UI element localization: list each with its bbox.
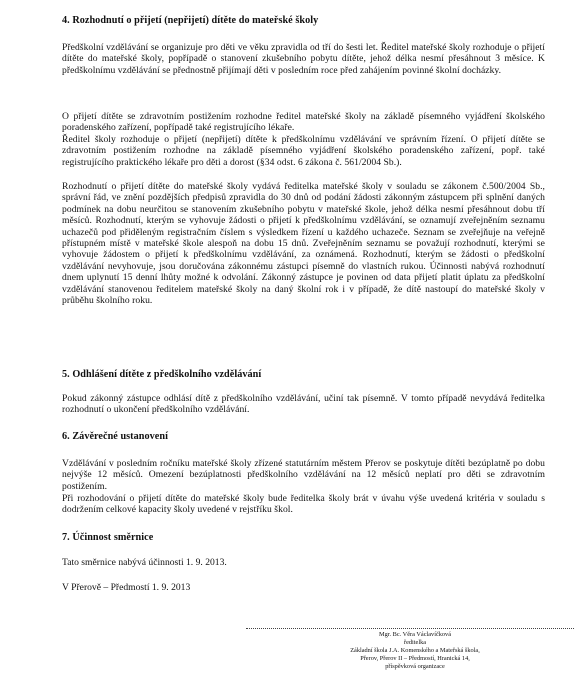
signature-block: [300, 631, 530, 671]
effective-date-text: Tato směrnice nabývá účinnosti 1. 9. 2013.: [62, 557, 227, 568]
section-4-paragraph-3: Ředitel školy rozhoduje o přijetí (nepřijetí) dítěte k předškolnímu vzdělávání ve správním řízení. O přijetí dítěte se zdravotním postižením rozhodne na základě písemného vyjádření školského poradenského zařízení, popř. také registrujícího praktického lékaře pro děti a dorost (§34 odst. 6 zákona č. 561/2004 Sb.).: [62, 134, 545, 168]
section-7-heading: 7. Účinnost směrnice: [62, 532, 154, 543]
signature-line: [246, 628, 574, 629]
section-6-heading: 6. Závěrečné ustanovení: [62, 431, 168, 442]
section-4-paragraph-4: Rozhodnutí o přijetí dítěte do mateřské školy vydává ředitelka mateřské školy v souladu se zákonem č.500/2004 Sb., správní řád, ve znění pozdějších předpisů zpravidla do 30 dnů od podání žádosti zákonným zástupcem při splnění daných podmínek na dobu neurčitou se stanovením zkušebního pobytu v mateřské škole, jehož délka nesmí přesáhnout dobu tří měsíců. Rozhodnutí, kterým se vyhovuje žádosti o přijetí k předškolnímu vzdělávání, se oznamují zveřejněním seznamu uchazečů pod přiděleným registračním číslem s výsledkem řízení u každého uchazeče. Seznam se zveřejňuje na veřejně přístupném místě v mateřské škole alespoň na dobu 15 dnů. Zveřejněním seznamu se považují rozhodnutí, kterými se vyhovuje žádostem o přijetí k předškolnímu vzdělávání, za oznámená. Rozhodnutí, kterým se žádosti o předškolní vzdělávání nevyhovuje, jsou doručována zákonnému zástupci písemně do vlastních rukou. Účinnosti nabývá rozhodnutí dnem uplynutí 15 denní lhůty možné k odvolání. Zákonný zástupce je povinen od data přijetí platit úplatu za předškolní vzdělávání stanovenou ředitelem mateřské školy na daný školní rok i v případě, že dítě nastoupí do mateřské školy v průběhu školního roku.: [62, 181, 545, 307]
section-5-heading: 5. Odhlášení dítěte z předškolního vzdělávání: [62, 369, 262, 380]
section-4-paragraph-2: O přijetí dítěte se zdravotním postižením rozhodne ředitel mateřské školy na základě písemného vyjádření školského poradenského zařízení, popřípadě také registrujícího lékaře.: [62, 111, 545, 134]
organization-line-1: Základní škola J.A. Komenského a Mateřská škola,: [350, 647, 480, 654]
organization-line-2: Přerov, Přerov II – Předmostí, Hranická 14,: [360, 655, 470, 662]
section-4-heading: 4. Rozhodnutí o přijetí (nepřijetí) dítěte do mateřské školy: [62, 15, 319, 26]
section-5-paragraph-1: Pokud zákonný zástupce odhlásí dítě z předškolního vzdělávání, učiní tak písemně. V tomto případě nevydává ředitelka rozhodnutí o ukončení předškolního vzdělávání.: [62, 393, 545, 416]
signatory-role: ředitelka: [403, 639, 427, 646]
section-6-paragraph-2: Při rozhodování o přijetí dítěte do mateřské školy bude ředitelka školy brát v úvahu výše uvedená kritéria v souladu s dodržením celkové kapacity školy uvedené v rejstříku škol.: [62, 493, 545, 516]
organization-line-3: příspěvková organizace: [385, 663, 445, 670]
place-date-text: V Přerově – Předmostí 1. 9. 2013: [62, 582, 191, 593]
section-4-paragraph-1: Předškolní vzdělávání se organizuje pro děti ve věku zpravidla od tří do šesti let. Ředitel mateřské školy rozhoduje o přijetí dítěte do mateřské školy, popřípadě o stanovení zkušebního pobytu dítěte, jehož délka nesmí přesáhnout 3 měsíce. K předškolnímu vzdělávání se přednostně přijímají děti v posledním roce před zahájením povinné školní docházky.: [62, 42, 545, 76]
signatory-name: Mgr. Bc. Věra Václavíčková: [379, 631, 451, 638]
section-6-paragraph-1: Vzdělávání v posledním ročníku mateřské školy zřízené statutárním městem Přerov se poskytuje dítěti bezúplatně po dobu nejvýše 12 měsíců. Omezení bezúplatnosti předškolního vzdělávání na 12 měsíců neplatí pro děti se zdravotním postižením.: [62, 458, 545, 492]
